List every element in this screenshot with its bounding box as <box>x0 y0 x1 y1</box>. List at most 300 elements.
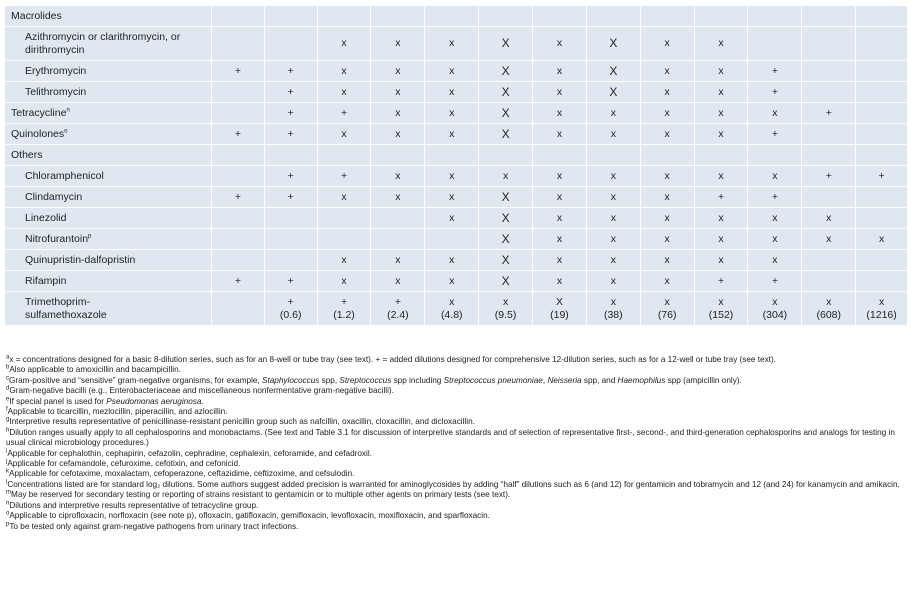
dilution-cell: + <box>264 82 317 103</box>
footnote-text: spp, <box>319 375 340 385</box>
footnote-marker: n <box>66 107 70 113</box>
dilution-cell <box>371 229 425 250</box>
dilution-cell: + <box>264 124 317 145</box>
dilution-cell <box>856 6 908 27</box>
footnote-italic-text: Neisseria <box>547 375 582 385</box>
dilution-mark: x <box>772 295 778 308</box>
dilution-cell: X <box>479 208 533 229</box>
footnote-marker: i <box>6 447 8 454</box>
dilution-cell: x <box>317 187 371 208</box>
table-row <box>5 208 908 229</box>
dilution-cell: x <box>586 229 640 250</box>
row-label-line: sulfamethoxazole <box>25 308 107 321</box>
dilution-cell: x <box>640 271 694 292</box>
dilution-cell: + <box>212 271 265 292</box>
concentration-value: (1.2) <box>333 308 355 321</box>
footnote-marker: p <box>88 233 92 239</box>
dilution-cell <box>694 145 748 166</box>
dilution-mark: x <box>664 295 670 308</box>
dilution-cell: + <box>748 61 802 82</box>
dilution-cell: x <box>586 250 640 271</box>
table-row <box>5 166 908 187</box>
table-row <box>5 145 908 166</box>
dilution-cell <box>212 292 265 326</box>
footnote-d <box>6 386 906 396</box>
footnote-text: Applicable for cefotaxime, moxalactam, cefoperazone, ceftazidime, ceftizoxime, and cefsulodin. <box>9 469 355 479</box>
dilution-cell <box>748 27 802 61</box>
footnote-text: spp including <box>391 375 444 385</box>
dilution-cell: x <box>317 82 371 103</box>
dilution-cell <box>856 187 908 208</box>
row-label <box>5 292 212 326</box>
dilution-cell: x <box>317 124 371 145</box>
footnote-marker: j <box>6 458 8 465</box>
footnote-italic-text: Streptococcus pneumoniae <box>443 375 543 385</box>
row-label <box>5 61 212 82</box>
dilution-cell: X <box>479 229 533 250</box>
row-label-text: Chloramphenicol <box>25 169 104 182</box>
dilution-cell: x <box>425 208 479 229</box>
dilution-cell <box>371 292 425 326</box>
dilution-mark: + <box>287 295 294 308</box>
dilution-cell: x <box>802 229 856 250</box>
footnote-marker: o <box>64 128 68 134</box>
concentration-value: (19) <box>550 308 569 321</box>
dilution-cell: + <box>264 103 317 124</box>
row-label-line: Trimethoprim- <box>25 295 90 308</box>
dilution-cell: x <box>694 250 748 271</box>
footnote-text: Gram-positive and “sensitive” gram-negative organisms, for example, <box>9 375 263 385</box>
footnote-text: Dilution ranges usually apply to all cephalosporins and monobactams. (See text and Table 3.1 for discussion of interpretive standards and of selection of representative first-, second-, and third-generation cephalosporins and analogs for testing in usual clinical microbiology procedures.) <box>6 427 895 448</box>
dilution-cell: x <box>640 166 694 187</box>
dilution-cell: X <box>479 61 533 82</box>
concentration-value: (304) <box>762 308 788 321</box>
dilution-cell <box>425 6 479 27</box>
footnote-italic-text: Staphylococcus <box>262 375 320 385</box>
dilution-cell: x <box>371 250 425 271</box>
dilution-cell: x <box>586 187 640 208</box>
dilution-cell <box>264 292 317 326</box>
footnote-text: . <box>201 396 204 406</box>
dilution-cell: x <box>425 166 479 187</box>
dilution-cell <box>425 292 479 326</box>
dilution-mark: x <box>449 295 455 308</box>
dilution-cell: X <box>479 27 533 61</box>
row-label-text: Telithromycin <box>25 85 87 98</box>
row-label <box>5 103 212 124</box>
dilution-cell: x <box>533 208 587 229</box>
dilution-cell <box>212 145 265 166</box>
dilution-cell <box>640 292 694 326</box>
table-row <box>5 250 908 271</box>
dilution-cell: x <box>425 187 479 208</box>
footnote-marker: g <box>6 416 10 423</box>
footnote-marker: f <box>6 406 8 413</box>
row-label-text: Nitrofurantoin <box>25 232 89 245</box>
dilution-cell <box>802 292 856 326</box>
dilution-cell <box>264 145 317 166</box>
dilution-cell <box>856 250 908 271</box>
footnote-text: spp, and <box>581 375 618 385</box>
dilution-cell: x <box>748 208 802 229</box>
concentration-value: (0.6) <box>279 308 302 321</box>
dilution-cell <box>479 145 533 166</box>
dilution-cell: x <box>533 103 587 124</box>
footnote-c <box>6 376 906 386</box>
dilution-cell: x <box>640 124 694 145</box>
dilution-cell: x <box>533 250 587 271</box>
dilution-cell <box>371 6 425 27</box>
dilution-cell <box>802 124 856 145</box>
footnote-f <box>6 407 906 417</box>
dilution-cell <box>856 103 908 124</box>
row-label <box>5 145 212 166</box>
dilution-cell: x <box>640 61 694 82</box>
dilution-cell <box>802 271 856 292</box>
dilution-cell <box>479 292 533 326</box>
dilution-cell <box>748 6 802 27</box>
dilution-cell: x <box>533 187 587 208</box>
dilution-cell <box>748 145 802 166</box>
dilution-cell: x <box>317 61 371 82</box>
dilution-cell <box>533 6 587 27</box>
dilution-cell <box>479 6 533 27</box>
table-row <box>5 103 908 124</box>
dilution-cell: + <box>317 103 371 124</box>
dilution-cell: X <box>479 187 533 208</box>
dilution-cell <box>694 6 748 27</box>
dilution-cell: x <box>371 27 425 61</box>
dilution-cell: x <box>694 124 748 145</box>
dilution-cell: x <box>371 166 425 187</box>
dilution-cell <box>264 250 317 271</box>
dilution-cell: x <box>640 27 694 61</box>
dilution-cell: x <box>694 61 748 82</box>
footnote-text: , <box>542 375 548 385</box>
dilution-cell: x <box>640 229 694 250</box>
dilution-cell <box>317 292 371 326</box>
footnote-a <box>6 355 906 365</box>
footnote-text: To be tested only against gram-negative pathogens from urinary tract infections. <box>9 521 299 531</box>
row-label <box>5 208 212 229</box>
dilution-mark: x <box>826 295 832 308</box>
footnote-k <box>6 469 906 479</box>
dilution-cell <box>586 6 640 27</box>
dilution-cell <box>802 187 856 208</box>
footnote-text: May be reserved for secondary testing or reporting of strains resistant to gentamicin or to multiple other agents on primary tests (see text). <box>11 490 511 500</box>
footnote-text: Dilutions and interpretive results representative of tetracycline group. <box>9 500 259 510</box>
concentration-value: (608) <box>816 308 842 321</box>
footnote-text: Interpretive results representative of penicillinase-resistant penicillin group such as nafcillin, oxacillin, cloxacillin, and dicloxacillin. <box>9 417 475 427</box>
dilution-cell: x <box>533 166 587 187</box>
dilution-cell: + <box>748 124 802 145</box>
dilution-cell: x <box>533 124 587 145</box>
dilution-cell <box>425 229 479 250</box>
dilution-cell: x <box>586 208 640 229</box>
dilution-cell <box>212 6 265 27</box>
dilution-cell: + <box>802 166 856 187</box>
row-label-text: Rifampin <box>25 274 67 287</box>
dilution-cell: + <box>694 271 748 292</box>
dilution-cell <box>371 208 425 229</box>
footnote-marker: l <box>6 479 8 486</box>
dilution-cell: x <box>317 27 371 61</box>
dilution-cell: x <box>586 271 640 292</box>
dilution-cell: x <box>425 27 479 61</box>
dilution-cell <box>640 6 694 27</box>
dilution-cell <box>856 208 908 229</box>
dilution-cell: + <box>264 61 317 82</box>
dilution-cell <box>802 6 856 27</box>
dilution-cell: x <box>533 82 587 103</box>
dilution-cell <box>317 145 371 166</box>
table-row <box>5 61 908 82</box>
footnote-marker: d <box>6 385 10 392</box>
row-label-text: Others <box>11 148 43 161</box>
concentration-value: (76) <box>657 308 677 321</box>
footnote-marker: m <box>6 489 11 496</box>
dilution-cell: x <box>748 250 802 271</box>
dilution-cell <box>856 145 908 166</box>
dilution-cell: x <box>694 229 748 250</box>
dilution-cell <box>212 229 265 250</box>
dilution-cell: + <box>748 271 802 292</box>
dilution-mark: x <box>502 295 509 308</box>
dilution-cell: + <box>212 61 265 82</box>
footnote-italic-text: Streptococcus <box>339 375 392 385</box>
dilution-mark: + <box>394 295 401 308</box>
dilution-cell: x <box>748 103 802 124</box>
footnote-marker: c <box>6 375 9 382</box>
footnote-m <box>6 490 906 500</box>
dilution-cell: X <box>479 271 533 292</box>
dilution-cell <box>264 229 317 250</box>
dilution-mark: x <box>878 295 885 308</box>
dilution-cell: X <box>586 61 640 82</box>
dilution-cell <box>425 145 479 166</box>
row-label <box>5 271 212 292</box>
dilution-cell: x <box>640 187 694 208</box>
footnote-marker: k <box>6 468 9 475</box>
dilution-cell: x <box>479 166 533 187</box>
dilution-cell: x <box>748 166 802 187</box>
footnote-marker: o <box>6 510 10 517</box>
dilution-cell <box>212 82 265 103</box>
dilution-cell: + <box>748 82 802 103</box>
concentration-value: (2.4) <box>387 308 409 321</box>
dilution-cell: x <box>533 61 587 82</box>
dilution-cell: + <box>212 187 265 208</box>
dilution-cell: x <box>586 124 640 145</box>
row-label <box>5 6 212 27</box>
dilution-cell: x <box>533 27 587 61</box>
dilution-cell <box>856 61 908 82</box>
dilution-cell <box>264 27 317 61</box>
footnote-text: Concentrations listed are for standard log₂ dilutions. Some authors suggest added precision is warranted for aminoglycosides by adding “half” dilutions such as 6 (and 12) for gentamicin and tobramycin and 12 (and 24) for kanamycin and amikacin. <box>7 479 900 489</box>
concentration-value: (9.5) <box>494 308 517 321</box>
dilution-cell: x <box>371 61 425 82</box>
table-row <box>5 27 908 61</box>
dilution-cell <box>317 6 371 27</box>
table-row <box>5 124 908 145</box>
dilution-cell: x <box>856 229 908 250</box>
dilution-cell <box>212 166 265 187</box>
dilution-cell <box>533 145 587 166</box>
footnote-marker: p <box>6 520 10 527</box>
dilution-cell <box>264 208 317 229</box>
footnote-l <box>6 480 906 490</box>
footnote-text: Applicable for cefamandole, cefuroxime, cefotixin, and cefonicid. <box>7 459 241 469</box>
row-label-text: Erythromycin <box>25 64 87 77</box>
concentration-value: (152) <box>708 308 734 321</box>
dilution-cell: + <box>748 187 802 208</box>
footnote-j <box>6 459 906 469</box>
footnote-text: Applicable to ticarcillin, mezlocillin, piperacillin, and azlocillin. <box>7 407 228 417</box>
dilution-cell: x <box>317 250 371 271</box>
dilution-cell: x <box>748 229 802 250</box>
dilution-cell: x <box>425 124 479 145</box>
dilution-cell <box>586 145 640 166</box>
dilution-cell: x <box>425 61 479 82</box>
dilution-cell: x <box>425 103 479 124</box>
table-row <box>5 82 908 103</box>
dilution-cell: x <box>317 271 371 292</box>
table-row <box>5 6 908 27</box>
footnote-text: Gram-negative bacilli (e.g., Enterobacteriaceae and miscellaneous nonfermentative gram-negative bacilli). <box>9 386 394 396</box>
dilution-cell: + <box>856 166 908 187</box>
footnotes <box>6 355 906 532</box>
footnote-n <box>6 501 906 511</box>
table-body <box>5 6 908 326</box>
footnote-text: If special panel is used for <box>9 396 107 406</box>
dilution-cell: + <box>264 271 317 292</box>
dilution-cell <box>371 145 425 166</box>
dilution-cell: X <box>479 250 533 271</box>
footnote-h <box>6 428 906 449</box>
dilution-cell: x <box>425 82 479 103</box>
footnote-marker: e <box>6 395 10 402</box>
row-label-text: Macrolides <box>11 9 62 22</box>
dilution-cell: X <box>479 82 533 103</box>
dilution-cell: x <box>425 271 479 292</box>
dilution-cell: x <box>586 166 640 187</box>
dilution-cell <box>640 145 694 166</box>
dilution-cell <box>264 6 317 27</box>
dilution-cell: x <box>694 82 748 103</box>
footnote-marker: a <box>6 354 10 361</box>
dilution-cell: x <box>425 250 479 271</box>
row-label-text: Clindamycin <box>25 190 83 203</box>
footnote-marker: b <box>6 364 10 371</box>
dilution-cell <box>212 27 265 61</box>
footnote-text: Applicable for cephalothin, cephapirin, cefazolin, cephradine, cephalexin, ceforamide, and cefadroxil. <box>7 448 372 458</box>
dilution-cell: + <box>802 103 856 124</box>
dilution-cell <box>856 82 908 103</box>
dilution-cell: x <box>694 166 748 187</box>
dilution-cell: X <box>479 124 533 145</box>
dilution-cell <box>802 82 856 103</box>
table-row <box>5 292 908 326</box>
footnote-marker: n <box>6 499 10 506</box>
dilution-cell: x <box>533 271 587 292</box>
dilution-cell <box>586 292 640 326</box>
dilution-cell <box>317 229 371 250</box>
dilution-cell: x <box>533 229 587 250</box>
dilution-cell <box>533 292 587 326</box>
row-label <box>5 166 212 187</box>
dilution-cell: X <box>479 103 533 124</box>
dilution-cell: x <box>694 27 748 61</box>
row-label <box>5 250 212 271</box>
row-label-text: Azithromycin or clarithromycin, or dirithromycin <box>25 30 181 56</box>
row-label-text: Quinupristin-dalfopristin <box>25 253 136 266</box>
footnote-text: x = concentrations designed for a basic 8-dilution series, such as for an 8-well or tube tray (see text). + = added dilutions designed for comprehensive 12-dilution series, such as for a 12-well or tube tray (see text). <box>9 355 776 364</box>
dilution-cell: x <box>371 187 425 208</box>
dilution-cell <box>212 250 265 271</box>
dilution-cell <box>317 208 371 229</box>
susceptibility-table <box>4 5 908 326</box>
footnote-p <box>6 522 906 532</box>
footnote-italic-text: Haemophilus <box>617 375 666 385</box>
table-row <box>5 271 908 292</box>
dilution-mark: x <box>718 295 724 308</box>
footnote-e <box>6 397 906 407</box>
dilution-cell: x <box>586 103 640 124</box>
footnote-g <box>6 417 906 427</box>
row-label-text: Quinolones <box>11 127 65 140</box>
dilution-cell: + <box>264 166 317 187</box>
row-label-text: Tetracycline <box>11 106 67 119</box>
dilution-cell: x <box>640 208 694 229</box>
dilution-cell: x <box>640 103 694 124</box>
concentration-value: (1216) <box>866 308 897 321</box>
dilution-cell <box>856 271 908 292</box>
dilution-cell: x <box>371 103 425 124</box>
table-row <box>5 187 908 208</box>
dilution-cell <box>212 208 265 229</box>
footnote-italic-text: Pseudomonas aeruginosa <box>106 396 202 406</box>
row-label <box>5 124 212 145</box>
dilution-cell <box>748 292 802 326</box>
footnote-o <box>6 511 906 521</box>
dilution-cell <box>694 292 748 326</box>
row-label <box>5 82 212 103</box>
dilution-cell <box>802 61 856 82</box>
concentration-value: (4.8) <box>440 308 463 321</box>
dilution-cell: x <box>371 124 425 145</box>
row-label-text: Linezolid <box>25 211 67 224</box>
dilution-cell: x <box>802 208 856 229</box>
dilution-cell <box>802 27 856 61</box>
dilution-cell <box>212 103 265 124</box>
dilution-mark: X <box>555 295 563 308</box>
footnote-i <box>6 449 906 459</box>
dilution-cell: + <box>317 166 371 187</box>
dilution-cell: + <box>264 187 317 208</box>
dilution-cell: X <box>586 27 640 61</box>
dilution-cell <box>856 27 908 61</box>
dilution-cell: x <box>371 82 425 103</box>
dilution-cell: x <box>371 271 425 292</box>
dilution-cell <box>856 292 908 326</box>
footnote-text: spp (ampicillin only). <box>665 375 742 385</box>
footnote-text: Also applicable to amoxicillin and bacampicillin. <box>9 365 181 375</box>
dilution-cell: x <box>640 82 694 103</box>
row-label <box>5 187 212 208</box>
dilution-cell: x <box>694 103 748 124</box>
dilution-cell: + <box>212 124 265 145</box>
dilution-cell: x <box>694 208 748 229</box>
